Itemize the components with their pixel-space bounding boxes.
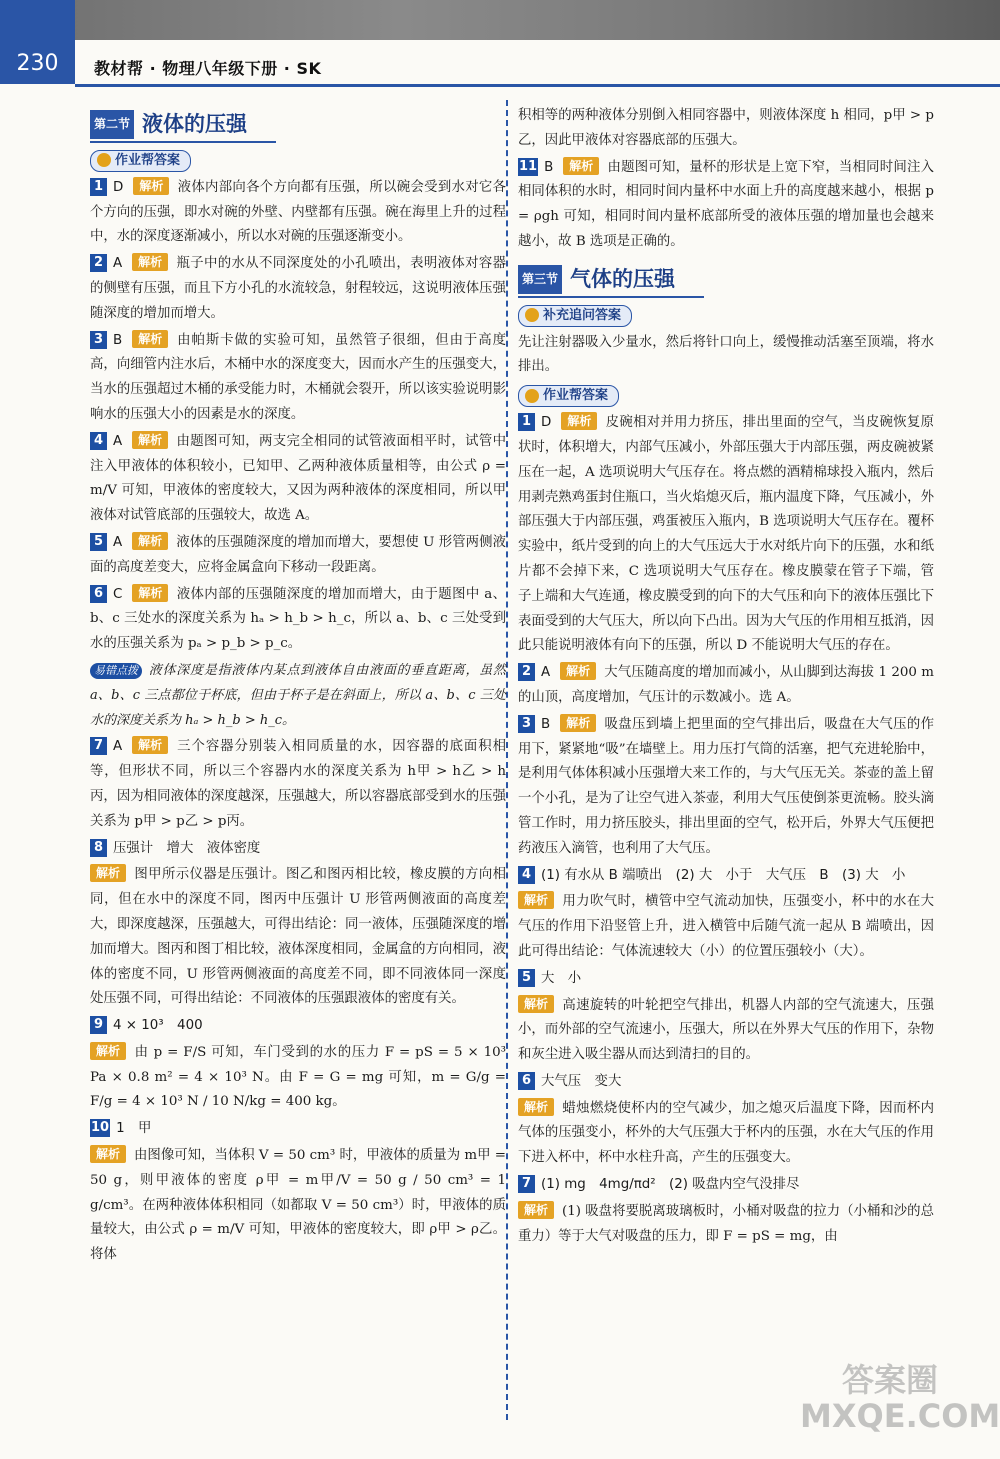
answer-item: 7 A 解析 三个容器分别装入相同质量的水，因容器的底面积相等，但形状不同，所以三个容器内水的深度关系为 h甲 > h乙 > h丙，因为相同液体的深度越深，压强越大，所以容器底部受到水的压强关系为 p甲 > p乙 > p丙。	[90, 738, 506, 829]
answer-item: 4 (1) 有水从 B 端喷出 (2) 大 小于 大气压 B (3) 大 小	[518, 864, 934, 889]
answer-item: 7 (1) mg 4mg/πd² (2) 吸盘内空气没排尽	[518, 1173, 934, 1198]
section-heading	[90, 110, 276, 143]
subheading: 补充追问答案	[518, 305, 632, 327]
answer-item: 5 大 小	[518, 967, 934, 992]
answer-item: 1 D 解析 皮碗相对并用力挤压，排出里面的空气，当皮碗恢复原状时，体积增大，内部气压减小，外部压强大于内部压强，两皮碗被紧压在一起，A 选项说明大气压存在。将点燃的酒精棉球投入瓶内，然后用剥壳熟鸡蛋封住瓶口，当火焰熄灭后，瓶内温度下降，气压减小，外部压强大于内部压强，鸡蛋被压入瓶内，B 选项说明大气压存在。覆杯实验中，纸片受到的向上的大气压远大于水对纸片向下的压强，水和纸片都不会掉下来，C 选项说明大气压存在。橡皮膜蒙在管子下端，管子上端和大气连通，橡皮膜受到的向下的大气压和向下的液体压强比下表面受到的大气压大，所以向下凸出。因为大气压的作用相互抵消，因此只能说明液体有向下的压强，所以 D 不能说明大气压的存在。	[518, 414, 934, 654]
answer-item: 6 C 解析 液体内部的压强随深度的增加而增大，由于题图中 a、b、c 三处水的深度关系为 hₐ > h_b > h_c，所以 a、b、c 三处受到水的压强关系为 pₐ > p_b > p_c。	[90, 585, 506, 652]
page-number: 230	[0, 0, 75, 84]
section-tag: 第二节	[90, 110, 134, 139]
answer-item: 4 A 解析 由题图可知，两支完全相同的试管液面相平时，试管中注入甲液体的体积较小，已知甲、乙两种液体质量相等，由公式 ρ = m/V 可知，甲液体的密度较大，又因为两种液体的深度相同，所以甲液体对试管底部的压强较大，故选 A。	[90, 432, 506, 524]
section-tag: 第三节	[518, 265, 562, 294]
header-rule	[75, 84, 1000, 87]
badge-icon	[525, 308, 539, 322]
right-column	[518, 104, 934, 1251]
subheading: 作业帮答案	[518, 385, 619, 407]
book-title: 教材帮 · 物理八年级下册 · SK	[94, 59, 322, 78]
section-heading	[518, 265, 704, 298]
answer-item: 10 1 甲	[91, 1120, 152, 1137]
analysis: 解析 由图像可知，当体积 V = 50 cm³ 时，甲液体的质量为 m甲 = 50 g，则甲液体的密度 ρ甲 = m甲/V = 50 g / 50 cm³ = 1 g/cm³。在两种液体体积相同（如都取 V = 50 cm³）时，甲液体的质量较大，由公式 ρ = m/V 可知，甲液体的密度较大，即 ρ甲 > ρ乙。将体	[90, 1147, 506, 1263]
answer-item: 1 D 解析 液体内部向各个方向都有压强，所以碗会受到水对它各个方向的压强，即水对碗的外壁、内壁都有压强。碗在海里上升的过程中，水的深度逐渐减小，所以水对碗的压强逐渐变小。	[90, 178, 506, 245]
answer-item: 2 A 解析 瓶子中的水从不同深度处的小孔喷出，表明液体对容器的侧壁有压强，而且下方小孔的水流较急，射程较远，这说明液体压强随深度的增加而增大。	[90, 255, 506, 321]
analysis: 解析 (1) 吸盘将要脱离玻璃板时，小桶对吸盘的拉力（小桶和沙的总重力）等于大气对吸盘的压力，即 F = pS = mg，由	[518, 1202, 934, 1244]
page-header	[0, 0, 1000, 84]
answer-item: 2 A 解析 大气压随高度的增加而减小，从山脚到达海拔 1 200 m 的山顶，高度增加，气压计的示数减小。选 A。	[518, 664, 934, 705]
answer-item: 6 大气压 变大	[518, 1070, 934, 1095]
watermark: 答案圈 MXQE.COM	[800, 1361, 1000, 1435]
column-divider	[506, 100, 508, 1420]
answer-item: 5 A 解析 液体的压强随深度的增加而增大，要想使 U 形管两侧液面的高度差变大，应将金属盒向下移动一段距离。	[90, 533, 506, 575]
header-band	[0, 0, 1000, 40]
answer-item: 3 B 解析 由帕斯卡做的实验可知，虽然管子很细，但由于高度高，向细管内注水后，木桶中水的深度变大，因而水产生的压强变大，当水的压强超过木桶的承受能力时，木桶就会裂开，所以该实验说明影响水的压强大小的因素是水的深度。	[90, 331, 506, 422]
section-title: 气体的压强	[570, 266, 676, 291]
left-column	[90, 100, 506, 1270]
answer-item: 3 B 解析 吸盘压到墙上把里面的空气排出后，吸盘在大气压的作用下，紧紧地“吸”在墙壁上。用力压打气筒的活塞，把气充进轮胎中，是利用气体体积减小压强增大来工作的，与大气压无关。茶壶的盖上留一个小孔，是为了让空气进入茶壶，利用大气压使倒茶更流畅。胶头滴管工作时，用力挤压胶头，排出里面的空气，松开后，外界大气压便把药液压入滴管，也利用了大气压。	[518, 715, 934, 856]
analysis: 解析 由 p = F/S 可知，车门受到的水的压力 F = pS = 5 × 10³ Pa × 0.8 m² = 4 × 10³ N。由 F = G = mg 可知，m = G/g = F/g = 4 × 10³ N / 10 N/kg = 400 kg。	[90, 1043, 506, 1110]
supplement-text: 先让注射器吸入少量水，然后将针口向上，缓慢推动活塞至顶端，将水排出。	[518, 334, 934, 375]
continued-text: 积相等的两种液体分别倒入相同容器中，则液体深度 h 相同，p甲 > p乙，因此甲液体对容器底部的压强大。	[518, 108, 934, 148]
analysis: 解析 高速旋转的叶轮把空气排出，机器人内部的空气流速大，压强小，而外部的空气流速小，压强大，所以在外界大气压的作用下，杂物和灰尘进入吸尘器从而达到清扫的目的。	[518, 996, 934, 1063]
subheading: 作业帮答案	[90, 150, 191, 172]
badge-icon	[525, 389, 539, 403]
badge-icon	[97, 153, 111, 167]
section-title: 液体的压强	[142, 112, 248, 136]
analysis: 解析 图甲所示仪器是压强计。图乙和图丙相比较，橡皮膜的方向相同，但在水中的深度不同，图丙中压强计 U 形管两侧液面的高度差大，即深度越深，压强越大，可得出结论：同一液体，压强随深度的增加而增大。图丙和图丁相比较，液体深度相同，金属盒的方向相同，液体的密度不同，U 形管两侧液面的高度差不同，即不同液体同一深度处压强不同，可得出结论：不同液体的压强跟液体的密度有关。	[90, 866, 506, 1007]
answer-item: 9 4 × 10³ 400	[90, 1014, 506, 1039]
answer-item: 11 B 解析 由题图可知，量杯的形状是上宽下窄，当相同时间注入相同体积的水时，相同时间内量杯中水面上升的高度越来越小，根据 p = ρgh 可知，相同时间内量杯底部所受的液体压强的增加量也会越来越小，故 B 选项是正确的。	[518, 158, 934, 249]
answer-item: 8 压强计 增大 液体密度	[90, 837, 506, 862]
analysis: 解析 用力吹气时，横管中空气流动加快，压强变小，杯中的水在大气压的作用下沿竖管上升，进入横管中后随气流一起从 B 端喷出，因此可得出结论：气体流速较大（小）的位置压强较小（大）。	[518, 893, 934, 959]
tip-note: 易错点拨 液体深度是指液体内某点到液体自由液面的垂直距离，虽然 a、b、c 三点都位于杯底，但由于杯子是在斜面上，所以 a、b、c 三处水的深度关系为 hₐ > h_b > h_c。	[90, 662, 506, 728]
analysis: 解析 蜡烛燃烧使杯内的空气减少，加之熄灭后温度下降，因而杯内气体的压强变小，杯外的大气压强大于杯内的压强，水在大气压的作用下进入杯中，杯中水柱升高，产生的压强变大。	[518, 1099, 934, 1166]
